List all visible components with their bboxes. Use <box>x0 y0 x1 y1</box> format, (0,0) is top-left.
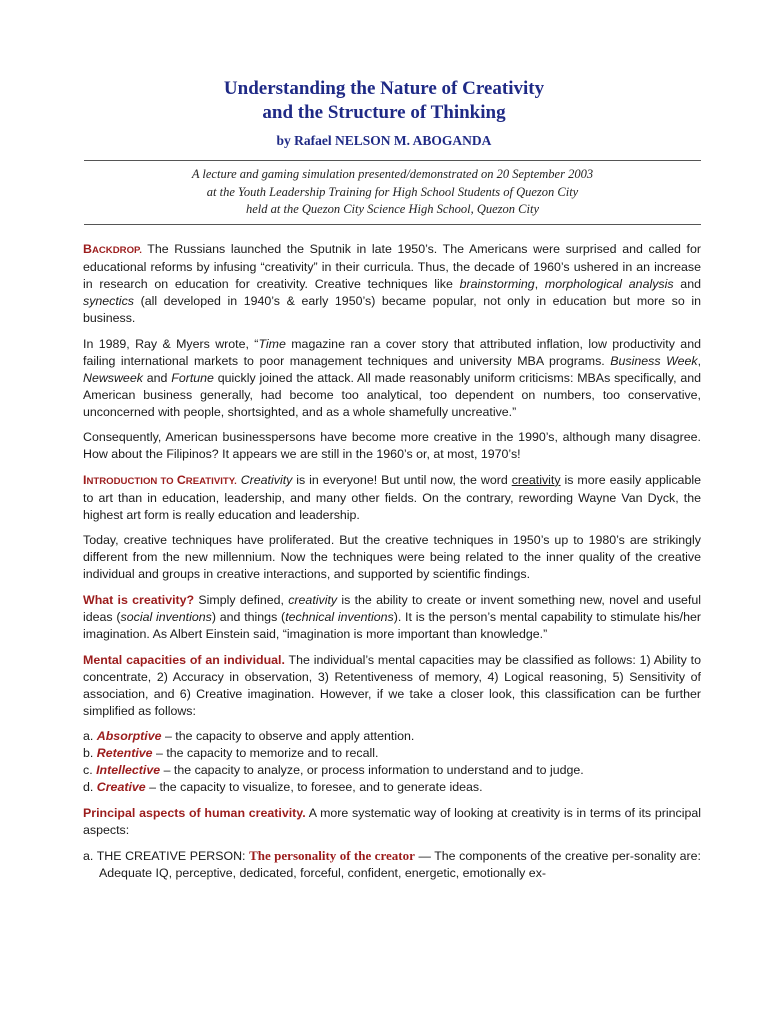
paragraph-consequently: Consequently, American businesspersons have become more creative in the 1990’s, although many disagree. How about the Filipinos? It appears we are still in the 1960’s or, at most, 1970’s! <box>83 430 701 462</box>
paragraph-what-is-creativity: What is creativity? Simply defined, creativity is the ability to create or invent something new, novel and useful ideas (social inventions) and things (technical inventions). It is the person’s mental capability to stimulate his/her imagination. As Albert Einstein said, “imagination is more important than knowledge.” <box>83 592 702 641</box>
list-item: a. Absorptive – the capacity to observe and apply attention. <box>83 729 415 744</box>
paragraph-backdrop: BACKDROP. The Russians launched the Sputnik in late 1950’s. The Americans were surprised and called for educational reforms by infusing “creativity” in their curricula. Thus, the decade of 1960’s ushered in an increase in research on education for creativity. Creative techniques like brainstorming, morphological analysis and synectics (all developed in 1940’s & early 1950’s) became popular, not only in education but more so in business. <box>83 242 701 325</box>
subtitle-line-2: at the Youth Leadership Training for High School Students of Quezon City <box>206 184 579 199</box>
paragraph-principal-aspects: Principal aspects of human creativity. A more systematic way of looking at creativity is in terms of its principal aspects: <box>83 805 701 837</box>
bottom-divider <box>84 224 701 225</box>
subtitle-line-3: held at the Quezon City Science High School, Quezon City <box>246 202 539 216</box>
aspect-creative-person: a. THE CREATIVE PERSON: The personality of the creator — The components of the creative per-sonality are: Adequate IQ, perceptive, dedicated, forceful, confident, energetic, emotionally ex- <box>83 848 702 881</box>
document-title <box>0 77 768 125</box>
title-line-2: and the Structure of Thinking <box>262 102 506 123</box>
list-item: d. Creative – the capacity to visualize, to foresee, and to generate ideas. <box>83 780 483 795</box>
subtitle-block <box>84 166 701 219</box>
document-body <box>83 241 701 891</box>
capacities-list <box>83 728 701 796</box>
paragraph-ray-myers: In 1989, Ray & Myers wrote, “Time magazine ran a cover story that attributed inflation, low productivity and failing international markets to poor management techniques and university MBA programs. Business Week, Newsweek and Fortune quickly joined the attack. All made reasonably uniform criticisms: MBAs specifically, and American business generally, had become too analytical, too dependent on numbers, too conservative, unconcerned with people, shortsighted, and as a whole shamefully uncreative.” <box>83 336 702 419</box>
top-divider <box>84 160 701 161</box>
author-byline: by Rafael NELSON M. ABOGANDA <box>276 133 492 148</box>
section-heading-backdrop: BACKDROP. <box>83 242 142 256</box>
paragraph-today: Today, creative techniques have proliferated. But the creative techniques in 1950’s up to 1980’s are strikingly different from the new millennium. Now the techniques were being related to the inner quality of the creative individual and groups in creative interactions, and supported by scientific findings. <box>83 533 701 582</box>
section-heading-introduction: INTRODUCTION TO CREATIVITY. <box>83 472 237 487</box>
paragraph-mental-capacities: Mental capacities of an individual. The individual’s mental capacities may be classified as follows: 1) Ability to concentrate, 2) Accuracy in observation, 3) Retentiveness of memory, 4) Logical reasoning, 5) Sensitivity of association, and 6) Creative imagination. However, if we take a closer look, this classification can be further simplified as follows: <box>83 652 701 718</box>
subtitle-line-1: A lecture and gaming simulation presented/demonstrated on 20 September 2003 <box>191 167 594 181</box>
list-item: c. Intellective – the capacity to analyze, or process information to understand and to judge. <box>83 763 584 778</box>
list-item: b. Retentive – the capacity to memorize and to recall. <box>83 746 379 761</box>
section-heading-mental-capacities: Mental capacities of an individual. <box>83 652 285 667</box>
title-line-1: Understanding the Nature of Creativity <box>223 78 545 99</box>
paragraph-introduction: INTRODUCTION TO CREATIVITY. Creativity is in everyone! But until now, the word creativity is more easily applicable to art than in education, leadership, and many other fields. On the contrary, rewording Wayne Van Dyck, the highest art form is really education and leadership. <box>83 472 701 522</box>
section-heading-principal-aspects: Principal aspects of human creativity. <box>83 805 306 820</box>
section-heading-what-is-creativity: What is creativity? <box>83 592 195 607</box>
